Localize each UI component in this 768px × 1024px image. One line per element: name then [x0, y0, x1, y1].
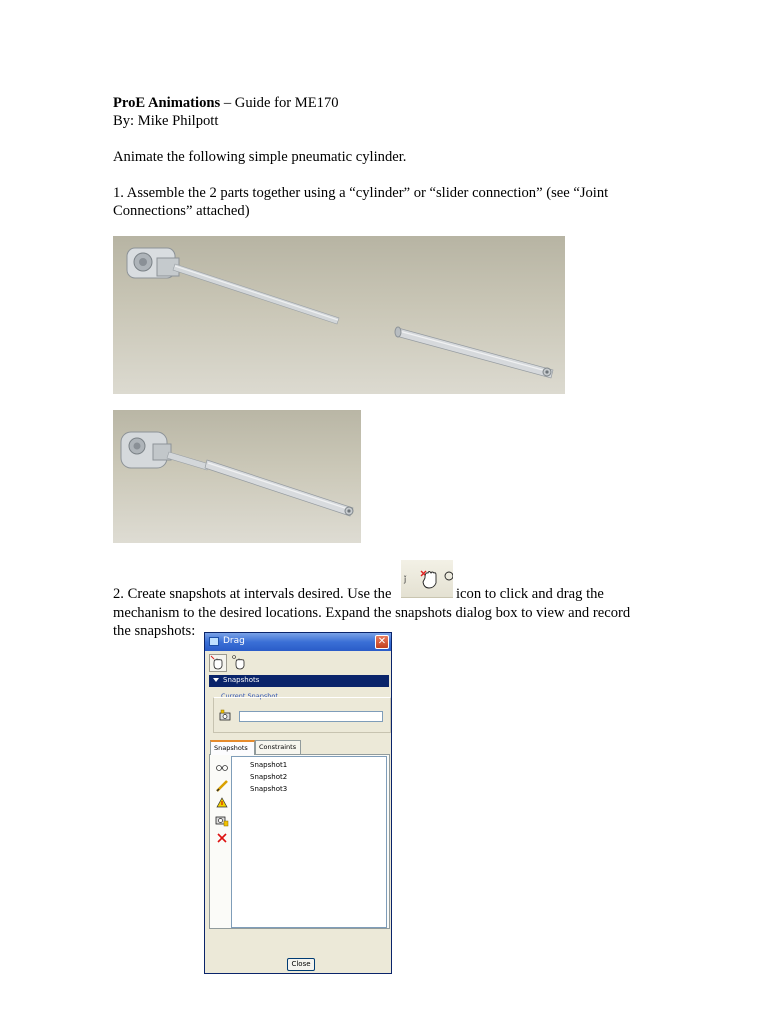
step1-text-line2: Connections” attached) [113, 203, 250, 219]
hand-drag-button[interactable] [209, 654, 227, 672]
exploded-parts-render [113, 236, 565, 394]
dialog-close-button[interactable] [375, 635, 389, 649]
constraint-snapshot-button[interactable] [215, 796, 229, 810]
dialog-tabs [210, 740, 390, 754]
dialog-title: Drag [223, 636, 245, 646]
assembled-cylinder [121, 432, 353, 516]
list-item[interactable]: Snapshot3 [250, 785, 288, 793]
list-item[interactable]: Snapshot1 [250, 761, 288, 769]
dialog-toolbar [209, 654, 389, 672]
doc-title-rest: – Guide for ME170 [220, 95, 339, 111]
assembled-parts-render [113, 410, 361, 543]
snapshot-tools [211, 756, 232, 927]
close-button[interactable]: Close [287, 958, 315, 971]
glasses-icon [215, 760, 229, 774]
tab-constraints[interactable]: Constraints [255, 740, 301, 754]
step2-text-line3: the snapshots: [113, 623, 196, 639]
doc-title-bold: ProE Animations [113, 95, 221, 111]
snapshots-panel [209, 754, 390, 929]
current-snapshot-input[interactable] [239, 711, 383, 722]
camera-icon [219, 709, 231, 721]
take-snapshot-button[interactable] [219, 709, 231, 721]
pencil-icon [215, 779, 229, 793]
expand-arrow-icon [213, 678, 219, 682]
current-snapshot-label: Current Snapshot [221, 692, 278, 700]
doc-author: By: Mike Philpott [113, 113, 219, 129]
step2-text-part1: 2. Create snapshots at intervals desired. Use the [113, 586, 392, 602]
delete-snapshot-button[interactable] [215, 831, 229, 845]
hand-drag-alt-icon [231, 654, 249, 672]
doc-title [113, 94, 339, 112]
snapshot-camera-icon [215, 813, 229, 827]
edit-snapshot-button[interactable] [215, 779, 229, 793]
drag-toolbar-icon [401, 560, 453, 598]
cylinder-part [395, 327, 553, 378]
tab-snapshots[interactable]: Snapshots [210, 740, 255, 755]
delete-icon [215, 831, 229, 845]
hand-drag-icon [209, 654, 227, 672]
svg-text:ǰ: ǰ [404, 575, 407, 584]
doc-intro: Animate the following simple pneumatic cylinder. [113, 149, 407, 165]
list-item[interactable]: Snapshot2 [250, 773, 288, 781]
dialog-titlebar [205, 633, 391, 651]
warning-icon [215, 796, 229, 810]
drag-dialog [204, 632, 392, 974]
step2-text-line2: mechanism to the desired locations. Expand the snapshots dialog box to view and record [113, 605, 631, 621]
show-snapshot-button[interactable] [215, 760, 229, 774]
hand-drag-alt-button[interactable] [231, 654, 249, 672]
snapshots-section-header[interactable] [209, 675, 389, 687]
update-snapshot-button[interactable] [215, 813, 229, 827]
window-icon [209, 637, 219, 646]
snapshots-section-label: Snapshots [223, 676, 260, 684]
snapshot-list[interactable] [231, 756, 387, 928]
step2-text-part2: icon to click and drag the [456, 586, 604, 602]
step1-text-line1: 1. Assemble the 2 parts together using a “cylinder” or “slider connection” (see “Joint [113, 185, 609, 201]
clevis-part [127, 248, 339, 324]
drag-hand-icon [403, 571, 453, 588]
close-icon: ✕ [377, 636, 387, 647]
